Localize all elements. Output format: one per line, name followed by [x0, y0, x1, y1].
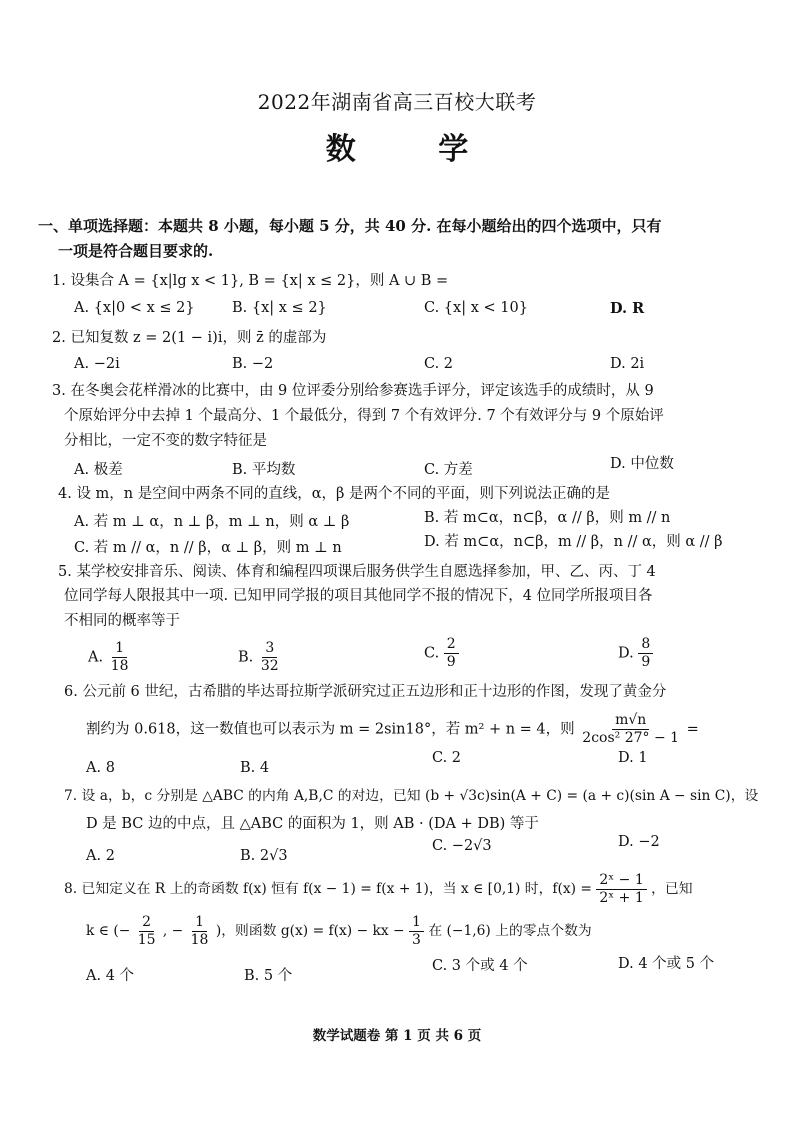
- question-5-line3: 不相同的概率等于: [64, 613, 180, 629]
- q7-option-d: D. −2: [618, 834, 660, 850]
- q6-fraction: $\frac{m√n}{\text{2cos² 27° − 1}}$: [582, 712, 680, 746]
- q2-option-c: C. 2: [424, 356, 454, 372]
- question-7-line2: D 是 BC 边的中点，且 △ABC 的面积为 1，则 AB · (DA + DB) 等于: [86, 816, 539, 832]
- q1-option-a: A. {x|0 < x ≤ 2}: [74, 300, 195, 316]
- q8-f-fraction: $\frac{\text{2ˣ − 1}}{\text{2ˣ + 1}}$: [596, 872, 646, 907]
- q7-option-a: A. 2: [86, 848, 115, 864]
- q4-option-c: C. 若 m // α，n // β，α ⊥ β，则 m ⊥ n: [74, 540, 342, 556]
- question-3-line3: 分相比，一定不变的数字特征是: [64, 433, 267, 449]
- q6-option-a: A. 8: [86, 760, 115, 776]
- q5-b-fraction: $\frac{3}{32}$: [260, 640, 279, 674]
- question-8-line2: k ∈ (− $\frac{2}{15}$ , − $\frac{1}{18}$ )，则函数 g(x) = f(x) − kx − $\frac{1}{3}$ 在 (−1,6) 上的零点个数为: [86, 914, 592, 948]
- section-heading-line2: 一项是符合题目要求的.: [58, 242, 214, 260]
- q3-option-a: A. 极差: [74, 462, 123, 478]
- q3-option-d: D. 中位数: [610, 456, 674, 472]
- q5-option-d: D. $\frac{8}{9}$: [618, 636, 653, 671]
- q7-option-b: B. 2√3: [240, 848, 288, 864]
- question-5-line2: 位同学每人限报其中一项. 已知甲同学报的项目其他同学不报的情况下，4 位同学所报项目各: [64, 588, 653, 604]
- q1-option-d: D. R: [610, 300, 645, 317]
- question-8-line1: 8. 已知定义在 R 上的奇函数 f(x) 恒有 f(x − 1) = f(x + 1)，当 x ∈ [0,1) 时，f(x) = $\frac{\text{2ˣ − 1}}{\text{2ˣ + 1}}$ ，已知: [64, 872, 693, 906]
- q2-option-b: B. −2: [232, 356, 274, 372]
- q6-option-d: D. 1: [618, 750, 648, 766]
- q8-k2-fraction: $\frac{1}{18}$: [190, 914, 209, 948]
- question-5-line1: 5. 某学校安排音乐、阅读、体育和编程四项课后服务供学生自愿选择参加，甲、乙、丙、丁 4: [58, 564, 656, 580]
- q8-k1-fraction: $\frac{2}{15}$: [137, 914, 156, 948]
- question-3-line1: 3. 在冬奥会花样滑冰的比赛中，由 9 位评委分别给参赛选手评分，评定该选手的成绩时，从 9: [52, 383, 654, 399]
- question-7-line1: 7. 设 a，b，c 分别是 △ABC 的内角 A,B,C 的对边，已知 (b + √3c)sin(A + C) = (a + c)(sin A − sin C)，设: [64, 788, 759, 804]
- q5-d-fraction: $\frac{8}{9}$: [638, 636, 653, 671]
- question-6-line2: 割约为 0.618，这一数值也可以表示为 m = 2sin18°，若 m² + n = 4，则 $\frac{m√n}{\text{2cos² 27° − 1}}$ =: [86, 712, 699, 746]
- q4-option-a: A. 若 m ⊥ α，n ⊥ β，m ⊥ n，则 α ⊥ β: [74, 514, 350, 530]
- q5-option-b: B. $\frac{3}{32}$: [238, 640, 282, 675]
- q2-option-a: A. −2i: [74, 356, 120, 372]
- q8-option-a: A. 4 个: [86, 968, 135, 984]
- q8-g-fraction: $\frac{1}{3}$: [409, 914, 424, 949]
- q8-option-d: D. 4 个或 5 个: [618, 956, 715, 972]
- section-heading-line1: 一、单项选择题：本题共 8 小题，每小题 5 分，共 40 分. 在每小题给出的四个选项中，只有: [38, 217, 662, 235]
- q5-c-fraction: $\frac{2}{9}$: [444, 636, 459, 671]
- q5-option-a: A. $\frac{1}{18}$: [88, 640, 132, 675]
- q8-option-b: B. 5 个: [244, 968, 293, 984]
- q5-option-c: C. $\frac{2}{9}$: [424, 636, 459, 671]
- q1-option-c: C. {x| x < 10}: [424, 300, 528, 316]
- subject-title: 数 学: [325, 132, 505, 167]
- q6-option-b: B. 4: [240, 760, 270, 776]
- q4-option-d: D. 若 m⊂α，n⊂β，m // β，n // α，则 α // β: [424, 534, 723, 550]
- q1-option-b: B. {x| x ≤ 2}: [232, 300, 327, 316]
- q7-option-c: C. −2√3: [432, 838, 492, 854]
- question-4-stem: 4. 设 m，n 是空间中两条不同的直线，α，β 是两个不同的平面，则下列说法正确的是: [58, 486, 611, 502]
- q3-option-c: C. 方差: [424, 462, 473, 478]
- page-footer: 数学试题卷 第 1 页 共 6 页: [312, 1028, 482, 1044]
- q2-option-d: D. 2i: [610, 356, 645, 372]
- q4-option-b: B. 若 m⊂α，n⊂β，α // β，则 m // n: [424, 510, 671, 526]
- question-6-line1: 6. 公元前 6 世纪，古希腊的毕达哥拉斯学派研究过正五边形和正十边形的作图，发现了黄金分: [64, 684, 667, 700]
- q3-option-b: B. 平均数: [232, 462, 296, 478]
- question-1-stem: 1. 设集合 A = {x|lg x < 1}, B = {x| x ≤ 2}，则 A ∪ B =: [52, 273, 449, 289]
- question-2-stem: 2. 已知复数 z = 2(1 − i)i，则 z̄ 的虚部为: [52, 330, 327, 346]
- exam-title: 2022年湖南省高三百校大联考: [257, 90, 537, 114]
- q8-option-c: C. 3 个或 4 个: [432, 958, 528, 974]
- q6-option-c: C. 2: [432, 750, 462, 766]
- question-3-line2: 个原始评分中去掉 1 个最高分、1 个最低分，得到 7 个有效评分. 7 个有效评分与 9 个原始评: [64, 408, 664, 424]
- q5-a-fraction: $\frac{1}{18}$: [110, 640, 129, 674]
